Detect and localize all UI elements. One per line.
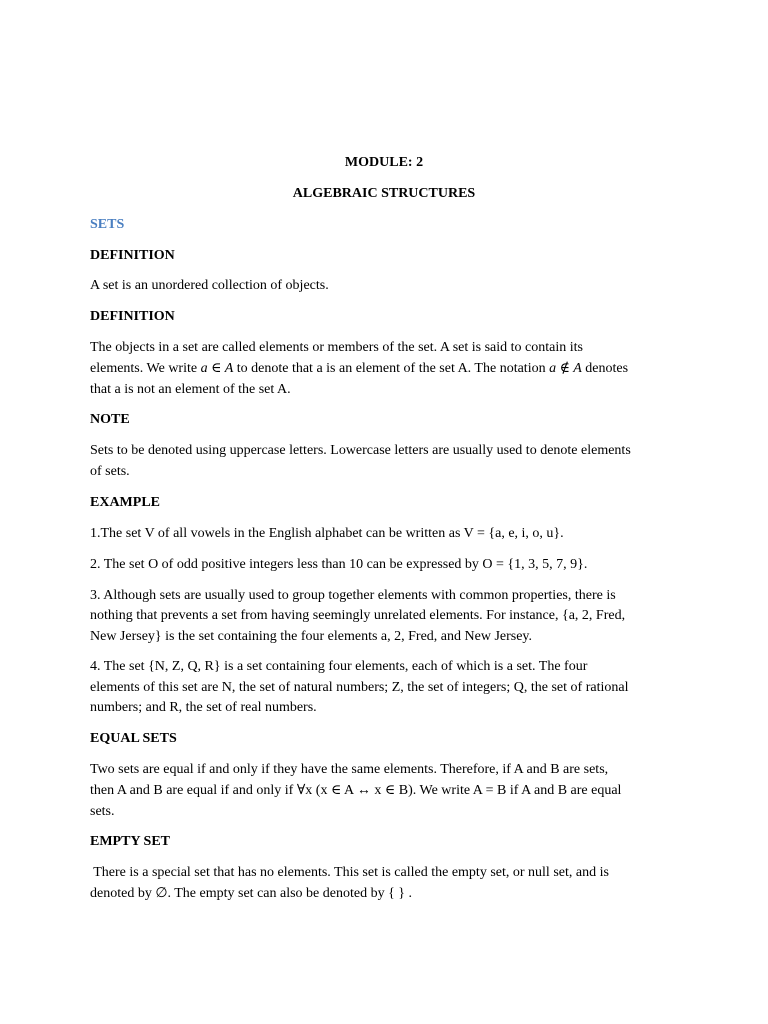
equal-sets-heading: EQUAL SETS	[90, 731, 177, 746]
example-3-line-2: nothing that prevents a set from having seemingly unrelated elements. For instance, {a, 2, Fred,	[90, 608, 626, 623]
definition-2-line-3: that a is not an element of the set A.	[90, 382, 291, 397]
definition-2-line-2-text-c: denotes	[581, 361, 629, 376]
note-line-2: of sets.	[90, 464, 130, 479]
equal-sets-line-2: then A and B are equal if and only if ∀x (x ∈ A ↔ x ∈ B). We write A = B if A and B are equal	[90, 783, 622, 798]
example-2: 2. The set O of odd positive integers less than 10 can be expressed by O = {1, 3, 5, 7, 9}.	[90, 557, 588, 572]
definition-heading-2: DEFINITION	[90, 309, 175, 324]
equal-sets-line-1: Two sets are equal if and only if they have the same elements. Therefore, if A and B are sets,	[90, 762, 609, 777]
module-subtitle: ALGEBRAIC STRUCTURES	[292, 186, 476, 201]
module-title: MODULE: 2	[344, 155, 424, 170]
example-3-line-1: 3. Although sets are usually used to group together elements with common properties, there is	[90, 588, 616, 603]
empty-set-line-1: There is a special set that has no elements. This set is called the empty set, or null set, and is	[90, 865, 609, 880]
not-element-of-notation: a ∉ A	[549, 361, 582, 376]
example-4-line-2: elements of this set are N, the set of natural numbers; Z, the set of integers; Q, the set of rational	[90, 680, 629, 695]
empty-set-heading: EMPTY SET	[90, 834, 170, 849]
definition-2-line-2-text-b: to denote that a is an element of the set A. The notation	[233, 361, 550, 376]
example-3-line-3: New Jersey} is the set containing the four elements a, 2, Fred, and New Jersey.	[90, 629, 533, 644]
example-4-line-3: numbers; and R, the set of real numbers.	[90, 700, 317, 715]
example-heading: EXAMPLE	[90, 495, 160, 510]
note-line-1: Sets to be denoted using uppercase letters. Lowercase letters are usually used to denote elements	[90, 443, 631, 458]
definition-2-line-2-text-a: elements. We write	[90, 361, 201, 376]
equal-sets-line-3: sets.	[90, 804, 115, 819]
element-of-notation: a ∈ A	[200, 361, 234, 376]
note-heading: NOTE	[90, 412, 130, 427]
definition-2-line-1: The objects in a set are called elements or members of the set. A set is said to contain its	[90, 340, 583, 355]
empty-set-line-2: denoted by ∅. The empty set can also be denoted by { } .	[90, 886, 413, 901]
definition-heading-1: DEFINITION	[90, 248, 175, 263]
sets-heading: SETS	[90, 217, 125, 232]
definition-2-line-2	[90, 359, 680, 380]
example-1: 1.The set V of all vowels in the English alphabet can be written as V = {a, e, i, o, u}.	[90, 526, 564, 541]
example-4-line-1: 4. The set {N, Z, Q, R} is a set containing four elements, each of which is a set. The four	[90, 659, 588, 674]
definition-text-1: A set is an unordered collection of objects.	[90, 278, 329, 293]
